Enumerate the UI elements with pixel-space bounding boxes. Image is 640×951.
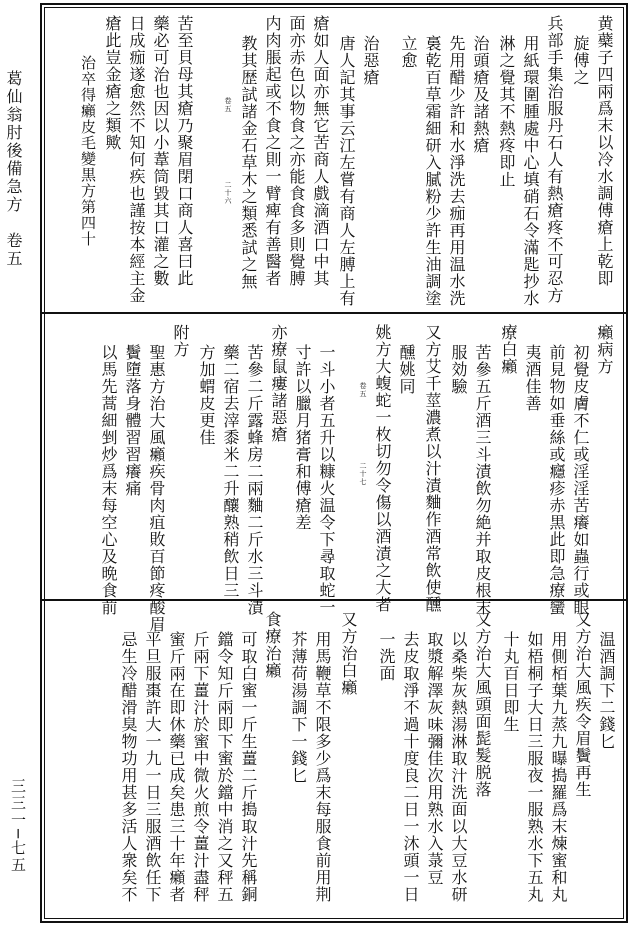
text-column: 芥薄荷湯調下一錢匕	[289, 631, 308, 784]
text-column: 温酒調下二錢匕	[597, 631, 616, 750]
text-column: 用側栢葉九蒸九曝搗羅爲末煉蜜和丸	[549, 631, 568, 903]
text-column: 立愈	[399, 35, 418, 69]
text-column: 夷酒佳善	[523, 344, 542, 412]
text-column: 内肉脹起或不食之則一臂痺有善醫者	[263, 15, 282, 287]
text-column: 平旦服棗許大一九一日三服酒飲任下	[143, 631, 162, 903]
text-column: 以桑柴灰熱湯淋取汁洗面以大豆水研	[449, 631, 468, 903]
text-column: 用紙環圍腫處中心填硝石令滿匙抄水	[521, 35, 540, 307]
text-column: 去皮取淨不過十度良二日一沐頭一日	[401, 631, 420, 903]
text-column: 寸許以臘月猪膏和傅瘡差	[293, 344, 312, 531]
text-column: 一斗小者五升以糠火温令下尋取蛇一	[317, 344, 336, 616]
margin-book-title	[3, 70, 23, 268]
text-column: 藥必可治也因以小葦筒毀其口灌之數	[151, 15, 170, 287]
text-column: 方加蝟皮更佳	[197, 344, 216, 446]
folio-mark: 卷五	[224, 97, 232, 113]
text-column: 食療治癩	[263, 611, 282, 679]
text-column: 姚方大蝮蛇一枚切勿令傷以酒漬之大者	[373, 324, 392, 613]
text-panel-2	[42, 312, 626, 633]
text-column: 苦參五斤酒三斗漬飲勿絶并取皮根末	[473, 344, 492, 616]
text-column: 日成痂遂愈然不知何疾也謹按本經主金	[127, 15, 146, 304]
folio-mark: 二十七	[359, 462, 367, 486]
text-column: 癩病方	[595, 324, 614, 375]
text-column: 斤兩下薑汁於蜜中微火煎令薑汁盡秤	[191, 631, 210, 903]
book-title: 葛仙翁肘後備急方	[4, 70, 23, 214]
text-column: 如梧桐子大日三服夜一服熟水下五丸	[525, 631, 544, 903]
text-column: 淋之覺其不熱疼即止	[497, 35, 516, 188]
text-column: 十丸百日即生	[501, 631, 520, 733]
text-column: 瘡此豈金瘡之類歟	[103, 15, 122, 151]
text-panel-3	[42, 599, 626, 921]
text-column: 苦至貝母其瘡乃聚眉閉口商人喜曰此	[175, 15, 194, 287]
text-column: 兵部手集治服丹石人有熱瘡疼不可忍方	[545, 15, 564, 304]
text-column: 療白癩	[499, 324, 518, 375]
text-column: 前見物如垂絲或癮疹赤黒此即急療蠻	[547, 344, 566, 616]
text-column: 裛乾百草霜細研入膩粉少許生油調塗	[423, 35, 442, 307]
text-column: 醺姚同	[397, 344, 416, 395]
page-frame	[40, 3, 628, 923]
text-column: 蜜斤兩在即休藥已成矣患三十年癩者	[167, 631, 186, 903]
text-column: 初覺皮膚不仁或淫淫苦癢如蟲行或眼	[571, 344, 590, 616]
text-column: 一洗面	[377, 631, 396, 682]
folio-mark: 二十六	[224, 181, 232, 205]
text-column: 苦參二斤露蜂房二兩麯二斤水三斗漬	[245, 344, 264, 616]
text-column: 亦療鼠瘻諸惡瘡	[269, 324, 288, 443]
text-column: 治惡瘡	[361, 35, 380, 86]
chapter-heading: 治卒得癩皮毛變黒方第四十	[79, 55, 97, 247]
text-column: 又方治大風疾令眉鬢再生	[573, 611, 592, 798]
text-column: 瘡如人面亦無它苦商人戲滴酒口中其	[311, 15, 330, 287]
text-column: 取漿解澤灰味彌佳次用熟水入菉豆	[425, 631, 444, 886]
text-column: 鐺令知斤兩即下蜜於鐺中消之又秤五	[215, 631, 234, 903]
text-column: 以馬先蒿細剉炒爲末每空心及晩食前	[99, 344, 118, 616]
text-column: 治頭瘡及諸熱瘡	[471, 35, 490, 154]
text-column: 又方治白癩	[339, 611, 358, 696]
text-column: 旋傅之	[571, 35, 590, 86]
page-number: 三三一─七五	[9, 778, 27, 875]
text-panel-1	[42, 5, 626, 312]
text-column: 聖惠方治大風癩疾骨肉疽敗百節疼酸眉	[147, 344, 166, 633]
text-column: 面亦赤色以物食之亦能食食多則覺膊	[287, 15, 306, 287]
text-column: 唐人記其事云江左嘗有商人左膊上有	[337, 35, 356, 307]
text-column: 服効驗	[449, 344, 468, 395]
text-column: 忌生冷醋滑臭物功用甚多活人衆矣不	[119, 631, 138, 903]
text-column: 鬢墮落身體習習癢痛	[123, 344, 142, 497]
text-column: 附方	[171, 324, 190, 358]
text-column: 可取白蜜一斤生薑二斤搗取汁先稱銅	[239, 631, 258, 903]
text-column: 藥二宿去滓黍米二升釀熟稍飲日三	[221, 344, 240, 599]
volume-label: 卷五	[4, 232, 23, 268]
text-column: 又方艾千莖濃煮以汁漬麯作酒常飲使醺	[423, 324, 442, 613]
text-column: 黄蘗子四兩爲末以冷水調傅瘡上乾即	[595, 15, 614, 287]
text-column: 先用醋少許和水淨洗去痂再用温水洗	[447, 35, 466, 307]
folio-mark: 卷五	[359, 382, 367, 398]
text-column: 又方治大風頭面髭髮脱落	[473, 611, 492, 798]
text-column: 教其歴試諸金石草木之類悉試之無	[239, 35, 258, 290]
text-column: 用馬鞭草不限多少爲末每服食前用荆	[313, 631, 332, 903]
